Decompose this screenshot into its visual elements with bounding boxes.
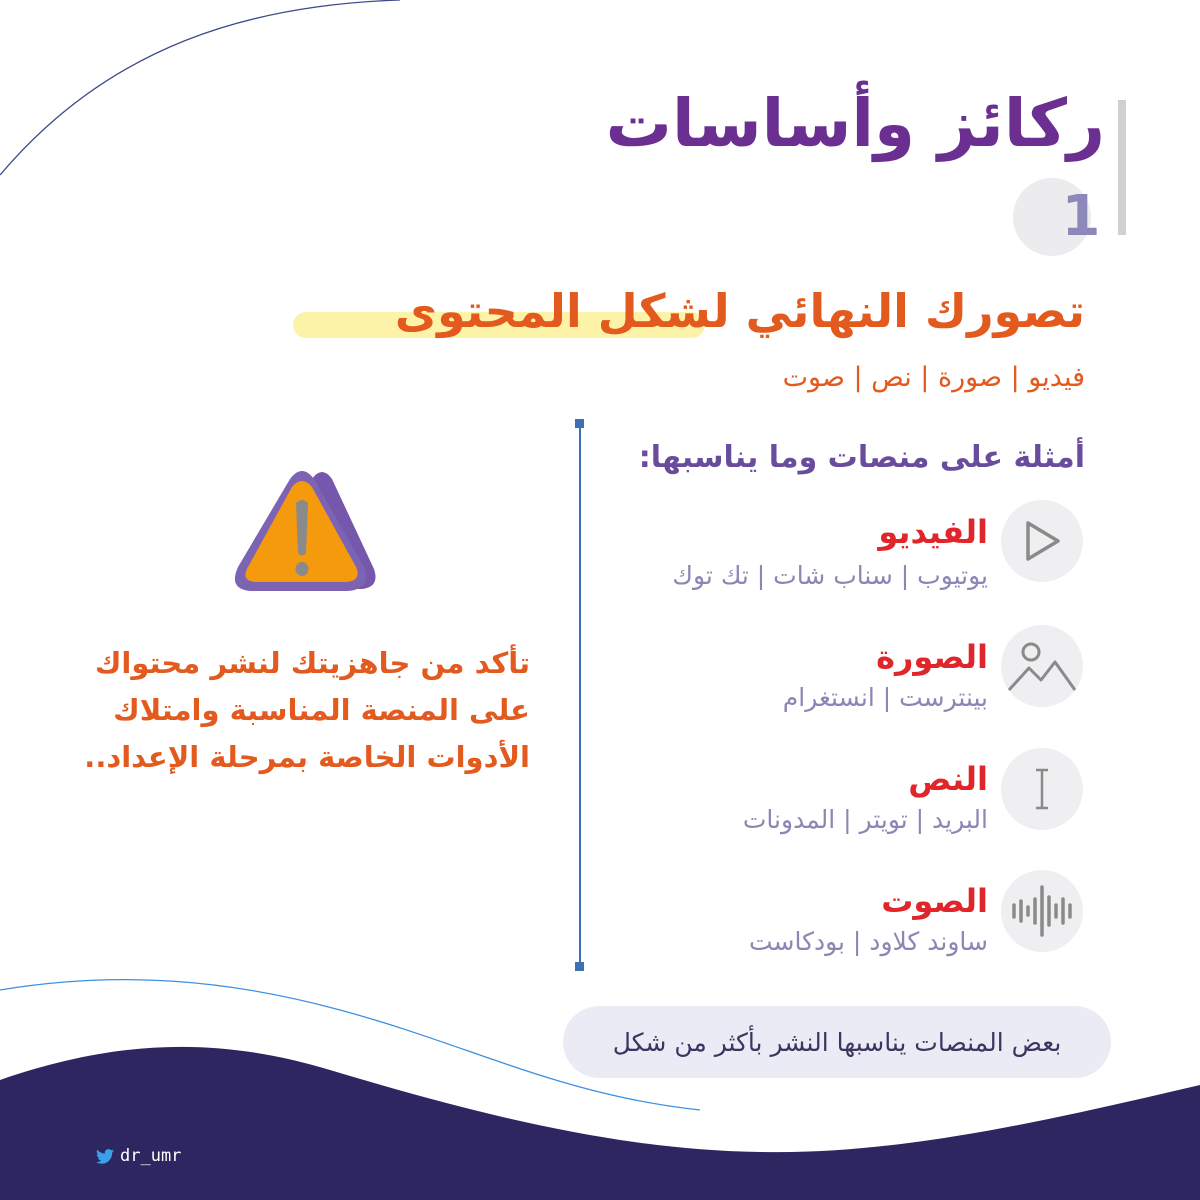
examples-heading: أمثلة على منصات وما يناسبها:: [638, 440, 1085, 475]
warning-line: الأدوات الخاصة بمرحلة الإعداد..: [84, 739, 530, 774]
divider-bottom-cap: [575, 962, 584, 971]
image-title: الصورة: [876, 638, 988, 676]
warning-line: تأكد من جاهزيتك لنشر محتواك: [94, 646, 530, 680]
section-number: 1: [1061, 184, 1101, 249]
note-text: بعض المنصات يناسبها النشر بأكثر من شكل: [612, 1027, 1062, 1057]
video-title: الفيديو: [878, 513, 988, 551]
audio-wave-icon: [1001, 870, 1083, 952]
text-cursor-icon: [1001, 748, 1083, 830]
warning-message: [60, 640, 530, 781]
divider-top-cap: [575, 419, 584, 428]
warning-line: على المنصة المناسبة وامتلاك: [113, 692, 530, 727]
top-arc-curve: [0, 0, 400, 175]
warning-icon: [226, 465, 378, 600]
video-platforms: يوتيوب | سناب شات | تك توك: [672, 561, 988, 590]
audio-platforms: ساوند كلاود | بودكاست: [748, 927, 988, 956]
note-pill: [563, 1006, 1111, 1078]
twitter-handle[interactable]: [96, 1146, 181, 1166]
audio-title: الصوت: [881, 882, 988, 920]
title-accent-bar: [1118, 100, 1126, 235]
text-platforms: البريد | تويتر | المدونات: [742, 805, 988, 834]
text-title: النص: [908, 760, 988, 798]
content-types-line: فيديو | صورة | نص | صوت: [782, 362, 1085, 393]
image-platforms: بينترست | انستغرام: [782, 683, 988, 712]
twitter-bird-icon: [96, 1149, 114, 1164]
handle-text: dr_umr: [120, 1146, 182, 1166]
page-title: ركائز وأساسات: [605, 85, 1105, 162]
image-icon: [1001, 625, 1083, 707]
section-title: تصورك النهائي لشكل المحتوى: [394, 284, 1085, 338]
vertical-divider: [579, 424, 581, 967]
play-icon: [1001, 500, 1083, 582]
